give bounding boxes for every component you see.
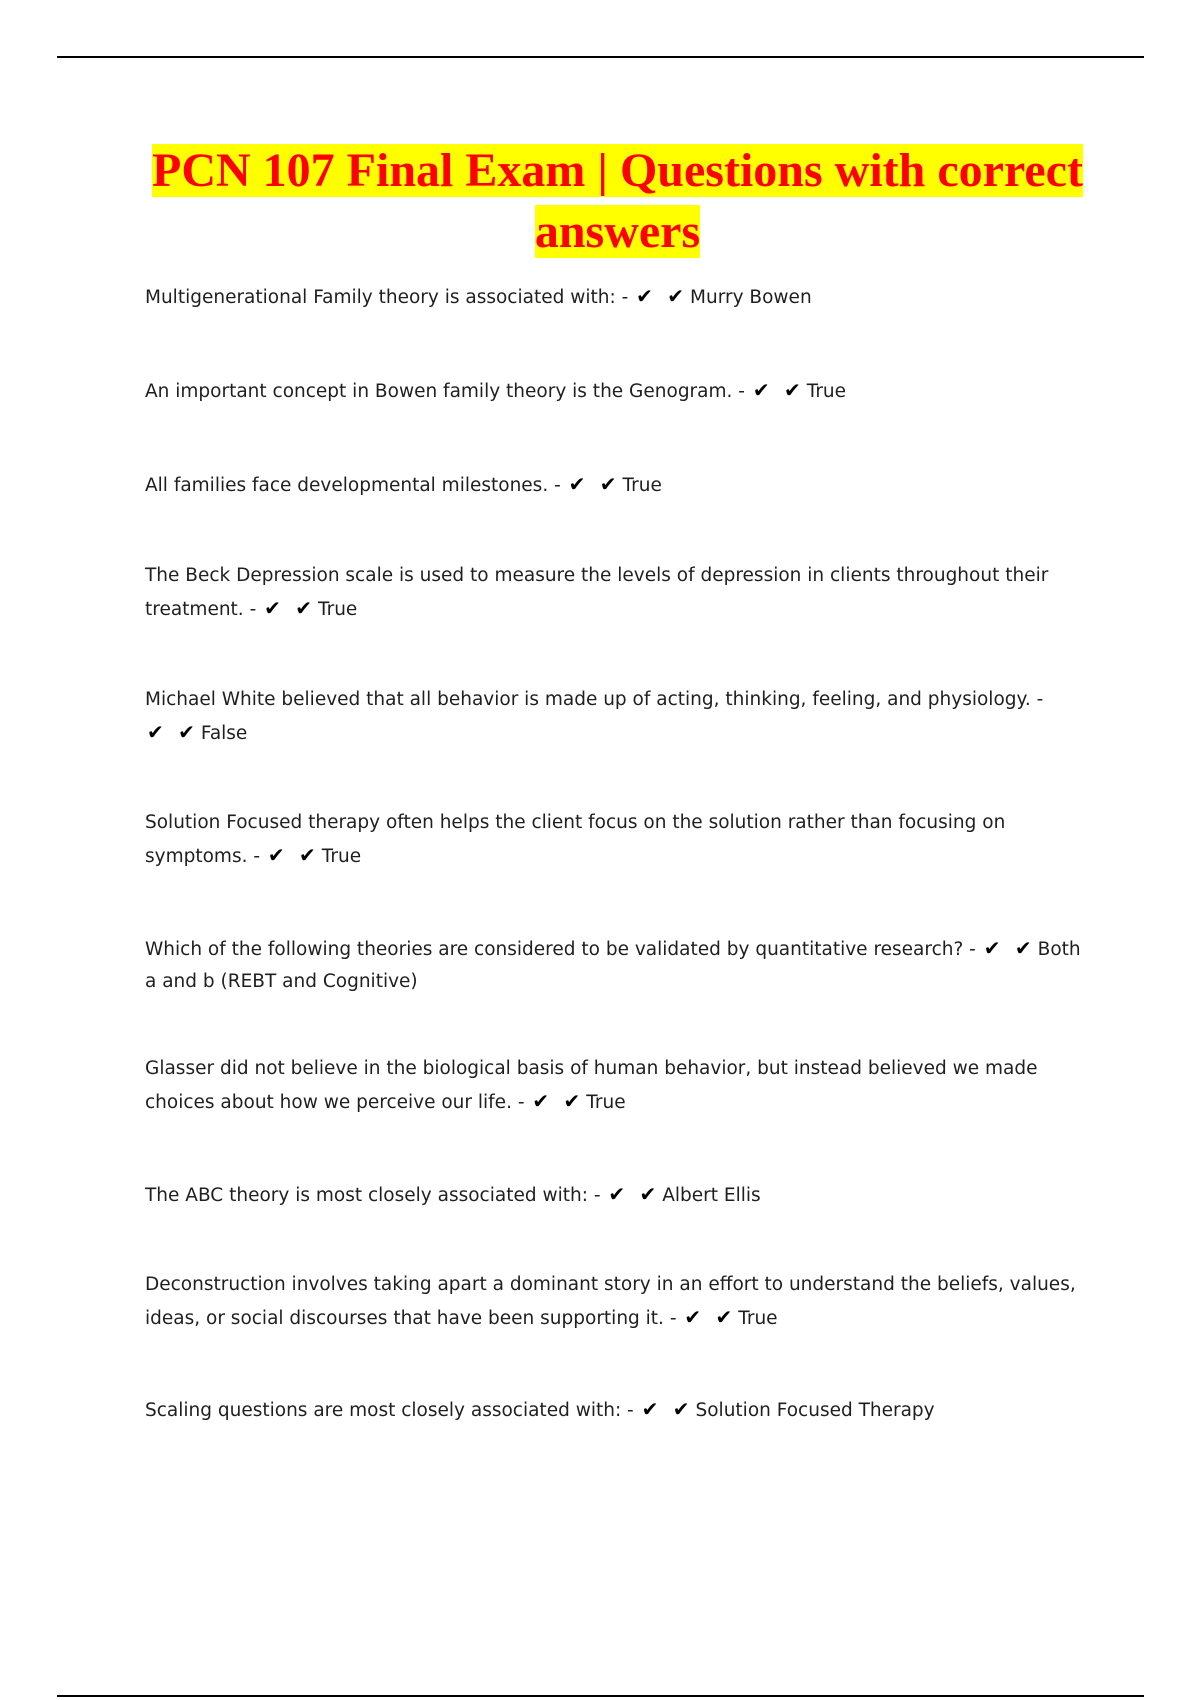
qa-item-1 <box>145 280 1095 314</box>
answer-text: True <box>806 381 847 402</box>
question-text: Scaling questions are most closely associated with: - <box>145 1400 634 1421</box>
double-check-icon: ✔ ✔ <box>568 472 621 496</box>
answer-text: False <box>200 723 248 744</box>
qa-item-3 <box>145 468 1095 502</box>
double-check-icon: ✔ ✔ <box>532 1089 585 1113</box>
double-check-icon: ✔ ✔ <box>636 284 689 308</box>
answer-text: True <box>738 1308 778 1329</box>
qa-item-8 <box>145 1053 1095 1119</box>
qa-item-2 <box>145 374 1095 408</box>
question-text: Glasser did not believe in the biological basis of human behavior, but instead believed we made choices about how we perceive our life. - <box>145 1058 1038 1113</box>
answer-text: True <box>622 475 662 496</box>
qa-item-6 <box>145 807 1095 873</box>
qa-item-5 <box>145 684 1095 750</box>
answer-text: Albert Ellis <box>662 1185 761 1206</box>
answer-text: Murry Bowen <box>690 287 812 308</box>
answer-text: True <box>318 599 358 620</box>
question-text: Deconstruction involves taking apart a dominant story in an effort to understand the beliefs, values, ideas, or social discourses that have been supporting it. - <box>145 1274 1076 1329</box>
answer-text: Solution Focused Therapy <box>695 1400 935 1421</box>
question-text: An important concept in Bowen family theory is the Genogram. - <box>145 381 745 402</box>
title-highlight: PCN 107 Final Exam | Questions with correct answers <box>152 144 1083 258</box>
question-text: The ABC theory is most closely associated with: - <box>145 1185 601 1206</box>
question-text: The Beck Depression scale is used to measure the levels of depression in clients throughout their treatment. - <box>145 565 1049 620</box>
qa-item-10 <box>145 1269 1095 1335</box>
double-check-icon: ✔ ✔ <box>983 936 1036 960</box>
answer-text: True <box>321 846 362 867</box>
double-check-icon: ✔ ✔ <box>608 1182 661 1206</box>
double-check-icon: ✔ ✔ <box>684 1305 737 1329</box>
question-text: Which of the following theories are considered to be validated by quantitative research? - <box>145 939 976 960</box>
answer-text: True <box>586 1092 626 1113</box>
answer-text: Both a and b (REBT and Cognitive) <box>145 939 1081 992</box>
footer-rule <box>57 1695 1144 1697</box>
question-text: Solution Focused therapy often helps the client focus on the solution rather than focusing on symptoms. - <box>145 812 1006 867</box>
qa-item-11 <box>145 1393 1095 1427</box>
question-text: All families face developmental milestones. - <box>145 475 561 496</box>
double-check-icon: ✔ ✔ <box>752 378 805 402</box>
double-check-icon: ✔ ✔ <box>147 720 199 744</box>
double-check-icon: ✔ ✔ <box>264 596 317 620</box>
header-rule <box>57 56 1144 58</box>
double-check-icon: ✔ ✔ <box>641 1397 694 1421</box>
question-text: Multigenerational Family theory is associated with: - <box>145 287 629 308</box>
qa-item-9 <box>145 1178 1095 1212</box>
document-title <box>140 140 1095 262</box>
question-text: Michael White believed that all behavior is made up of acting, thinking, feeling, and physiology. - <box>145 689 1044 710</box>
double-check-icon: ✔ ✔ <box>267 843 320 867</box>
qa-item-4 <box>145 560 1095 626</box>
qa-item-7 <box>145 932 1095 998</box>
